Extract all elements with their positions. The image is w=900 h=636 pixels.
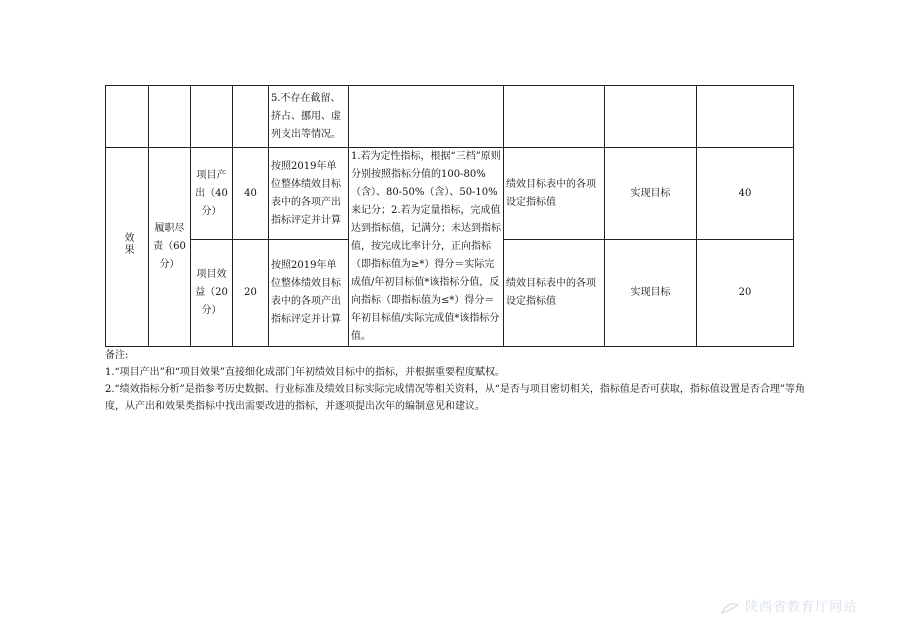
site-watermark [720,596,857,615]
table-cell [233,86,269,148]
table-cell [191,86,233,148]
final-score: 20 [697,240,794,347]
target-source: 绩效目标表中的各项设定指标值 [504,240,605,347]
indicator-basis: 按照2019年单位整体绩效目标表中的各项产出指标评定并计算 [269,240,349,347]
table-cell [349,86,504,148]
table-row [106,86,794,148]
indicator-score: 20 [233,240,269,347]
table-cell [605,86,697,148]
note-item: 2.“绩效指标分析”是指参考历史数据、行业标准及绩效目标实际完成情况等相关资料，从“是否与项目密切相关，指标值是否可获取，指标值设置是否合理”等角度，从产出和效果类指标中找出需要改进的指标，并逐项提出次年的编制意见和建议。 [105,384,805,412]
table-cell [149,86,191,148]
note-item: 1.“项目产出”和“项目效果”直接细化成部门年初绩效目标中的指标，并根据重要程度赋权。 [105,367,505,378]
notes-title: 备注: [105,350,129,361]
table-cell-basis: 5.不存在截留、挤占、挪用、虚列支出等情况。 [269,86,349,148]
indicator-basis: 按照2019年单位整体绩效目标表中的各项产出指标评定并计算 [269,148,349,240]
leaf-logo-icon [720,601,740,615]
notes-section [105,347,805,415]
table-cell [106,86,149,148]
target-source: 绩效目标表中的各项设定指标值 [504,148,605,240]
indicator-score: 40 [233,148,269,240]
table-cell [504,86,605,148]
target-result: 实现目标 [605,240,697,347]
level2-indicator: 履职尽责（60分） [153,223,186,270]
level3-indicator: 项目效益（20分） [191,240,233,347]
level1-indicator: 效果 [122,231,133,256]
evaluation-table [105,85,794,347]
level1-indicator-cell [106,148,149,347]
final-score: 40 [697,148,794,240]
table-cell [697,86,794,148]
level2-indicator-cell [149,148,191,347]
level3-indicator: 项目产出（40分） [191,148,233,240]
target-result: 实现目标 [605,148,697,240]
table-row [106,148,794,240]
watermark-text: 陕西省教育厅网站 [745,600,858,615]
scoring-method: 1.若为定性指标，根据“三档”原则分别按照指标分值的100-80%（含）、80-50%（含）、50-10%来记分；2.若为定量指标，完成值达到指标值，记满分；未达到指标值，按完成比率计分，正向指标（即指标值为≥*）得分＝实际完成值/年初目标值*该指标分值，反向指标（即指标值为≤*）得分＝年初目标值/实际完成值*该指标分值。 [349,148,504,347]
